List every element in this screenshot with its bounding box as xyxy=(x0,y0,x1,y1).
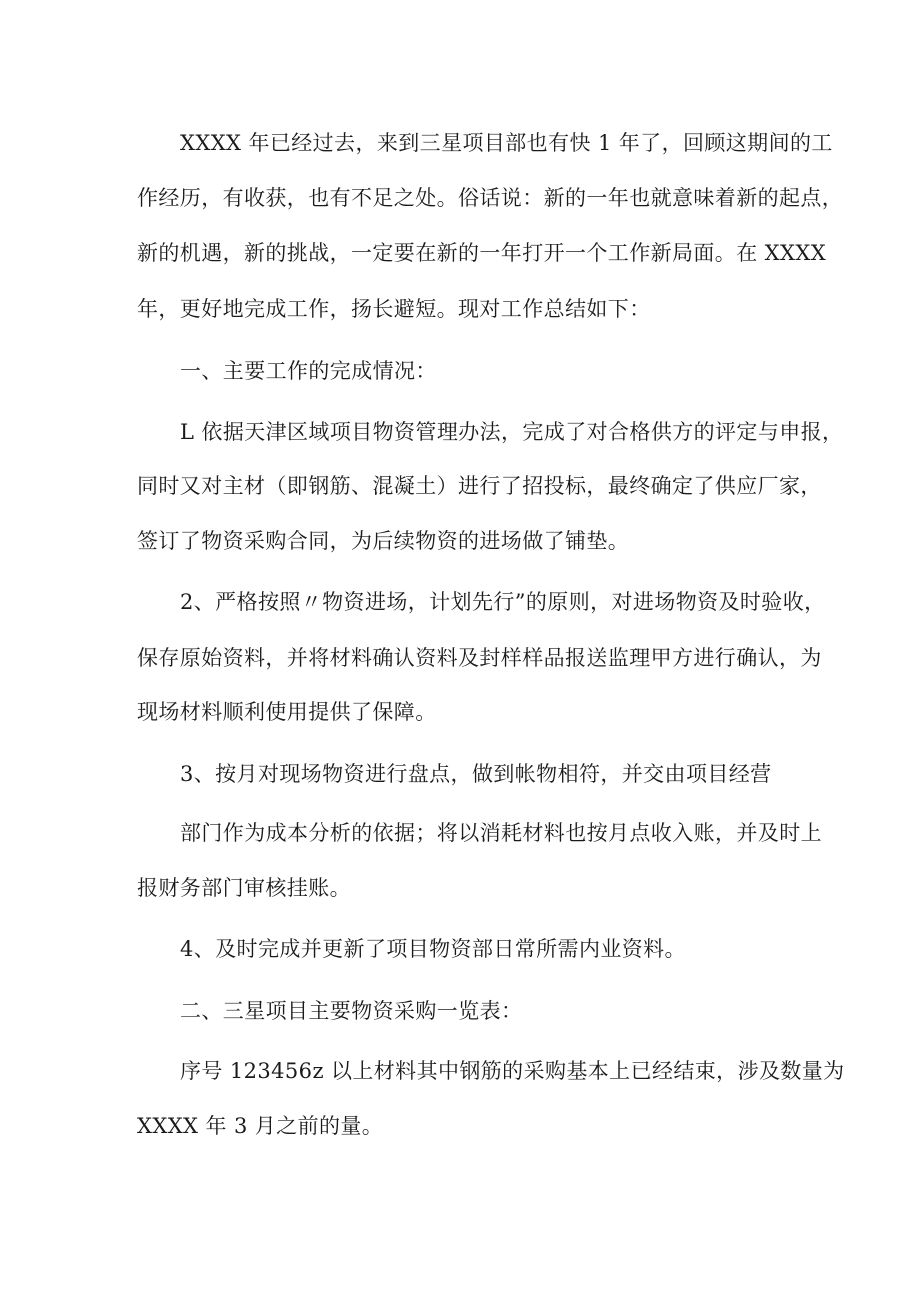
item-2-line-1: 2、严格按照〃物资进场，计划先行”的原则，对进场物资及时验收， xyxy=(180,590,826,614)
item-1-line-2: 同时又对主材（即钢筋、混凝土）进行了招投标，最终确定了供应厂家， xyxy=(137,474,822,498)
section-1-heading: 一、主要工作的完成情况： xyxy=(180,359,437,383)
closing-line-1: 序号 123456z 以上材料其中钢筋的采购基本上已经结束，涉及数量为 xyxy=(180,1059,845,1083)
item-3-line-1: 3、按月对现场物资进行盘点，做到帐物相符，并交由项目经营 xyxy=(180,762,772,786)
item-3-line-2: 部门作为成本分析的依据；将以消耗材料也按月点收入账，并及时上 xyxy=(180,821,822,845)
closing-line-2: XXXX 年 3 月之前的量。 xyxy=(137,1114,384,1138)
intro-line-4: 年，更好地完成工作，扬长避短。现对工作总结如下： xyxy=(137,297,651,321)
item-1-line-1: L 依据天津区域项目物资管理办法，完成了对合格供方的评定与申报， xyxy=(180,420,844,444)
intro-line-3: 新的机遇，新的挑战，一定要在新的一年打开一个工作新局面。在 XXXX xyxy=(137,241,827,265)
section-2-heading: 二、三星项目主要物资采购一览表： xyxy=(180,999,523,1023)
item-2-line-2: 保存原始资料，并将材料确认资料及封样样品报送监理甲方进行确认，为 xyxy=(137,646,822,670)
item-4-line-1: 4、及时完成并更新了项目物资部日常所需内业资料。 xyxy=(180,937,686,961)
item-2-line-3: 现场材料顺利使用提供了保障。 xyxy=(137,700,437,724)
intro-line-1: XXXX 年已经过去，来到三星项目部也有快 1 年了，回顾这期间的工 xyxy=(180,131,833,155)
item-3-line-3: 报财务部门审核挂账。 xyxy=(137,876,351,900)
intro-line-2: 作经历，有收获，也有不足之处。俗话说：新的一年也就意味着新的起点， xyxy=(137,186,844,210)
item-1-line-3: 签订了物资采购合同，为后续物资的进场做了铺垫。 xyxy=(137,529,630,553)
